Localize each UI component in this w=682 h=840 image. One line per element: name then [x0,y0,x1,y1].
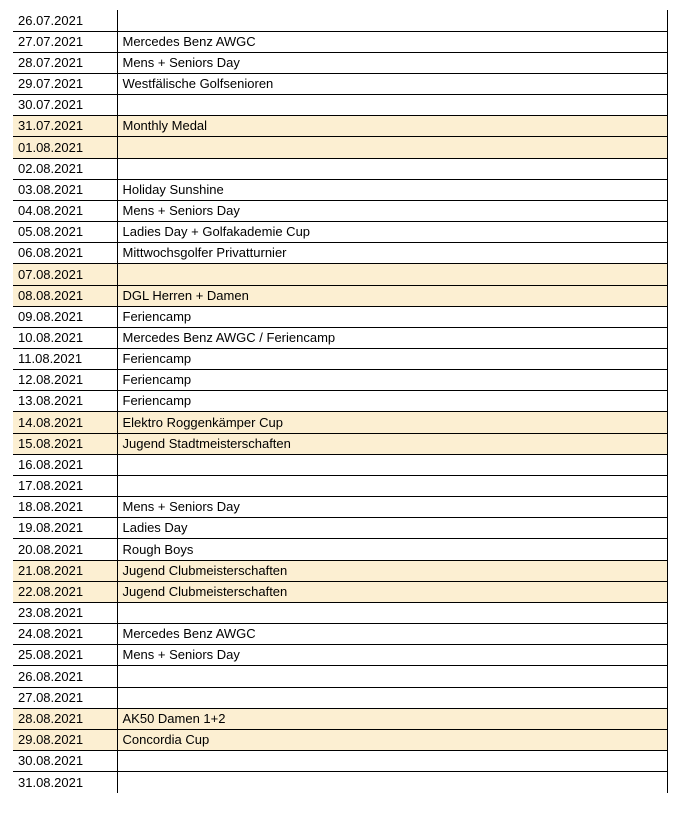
table-row [13,306,667,327]
date-cell: 13.08.2021 [13,391,117,412]
table-row [13,750,667,771]
date-cell: 15.08.2021 [13,433,117,454]
date-cell: 23.08.2021 [13,602,117,623]
date-cell: 16.08.2021 [13,454,117,475]
event-cell: AK50 Damen 1+2 [117,708,667,729]
date-cell: 25.08.2021 [13,645,117,666]
date-cell: 03.08.2021 [13,179,117,200]
table-row [13,497,667,518]
table-row [13,264,667,285]
event-cell [117,158,667,179]
date-cell: 06.08.2021 [13,243,117,264]
date-cell: 19.08.2021 [13,518,117,539]
event-cell [117,666,667,687]
table-row [13,95,667,116]
event-cell [117,750,667,771]
date-cell: 31.07.2021 [13,116,117,137]
date-cell: 30.07.2021 [13,95,117,116]
table-row [13,518,667,539]
date-cell: 27.08.2021 [13,687,117,708]
event-cell: Mercedes Benz AWGC / Feriencamp [117,327,667,348]
table-row [13,666,667,687]
table-row [13,200,667,221]
event-cell: Jugend Clubmeisterschaften [117,560,667,581]
schedule-table [13,10,668,793]
event-cell [117,772,667,793]
date-cell: 28.07.2021 [13,52,117,73]
table-row [13,560,667,581]
event-cell: Feriencamp [117,349,667,370]
date-cell: 31.08.2021 [13,772,117,793]
table-row [13,52,667,73]
event-cell: Mens + Seniors Day [117,200,667,221]
event-cell: Feriencamp [117,370,667,391]
table-row [13,222,667,243]
date-cell: 28.08.2021 [13,708,117,729]
event-cell: Mittwochsgolfer Privatturnier [117,243,667,264]
date-cell: 20.08.2021 [13,539,117,560]
event-cell: Feriencamp [117,306,667,327]
event-cell [117,687,667,708]
event-cell [117,137,667,158]
event-cell: Mens + Seniors Day [117,645,667,666]
date-cell: 07.08.2021 [13,264,117,285]
date-cell: 21.08.2021 [13,560,117,581]
table-row [13,327,667,348]
event-cell: Jugend Clubmeisterschaften [117,581,667,602]
date-cell: 18.08.2021 [13,497,117,518]
event-cell: Monthly Medal [117,116,667,137]
date-cell: 26.08.2021 [13,666,117,687]
date-cell: 02.08.2021 [13,158,117,179]
event-cell [117,475,667,496]
event-cell: Mens + Seniors Day [117,52,667,73]
date-cell: 10.08.2021 [13,327,117,348]
event-cell: Mercedes Benz AWGC [117,624,667,645]
event-cell: Feriencamp [117,391,667,412]
date-cell: 22.08.2021 [13,581,117,602]
table-row [13,391,667,412]
table-row [13,179,667,200]
event-cell [117,454,667,475]
event-cell: Holiday Sunshine [117,179,667,200]
event-cell: Mens + Seniors Day [117,497,667,518]
table-row [13,370,667,391]
date-cell: 29.07.2021 [13,73,117,94]
table-row [13,539,667,560]
table-row [13,772,667,793]
event-cell: DGL Herren + Damen [117,285,667,306]
table-row [13,581,667,602]
table-row [13,158,667,179]
event-cell: Jugend Stadtmeisterschaften [117,433,667,454]
table-row [13,454,667,475]
table-row [13,73,667,94]
table-row [13,624,667,645]
date-cell: 01.08.2021 [13,137,117,158]
table-row [13,475,667,496]
event-cell: Concordia Cup [117,729,667,750]
event-cell: Elektro Roggenkämper Cup [117,412,667,433]
table-row [13,31,667,52]
event-cell: Rough Boys [117,539,667,560]
date-cell: 29.08.2021 [13,729,117,750]
table-row [13,285,667,306]
event-cell [117,602,667,623]
date-cell: 08.08.2021 [13,285,117,306]
date-cell: 26.07.2021 [13,10,117,31]
table-row [13,412,667,433]
date-cell: 30.08.2021 [13,750,117,771]
date-cell: 05.08.2021 [13,222,117,243]
table-row [13,243,667,264]
table-row [13,349,667,370]
date-cell: 24.08.2021 [13,624,117,645]
event-cell: Ladies Day + Golfakademie Cup [117,222,667,243]
date-cell: 27.07.2021 [13,31,117,52]
table-row [13,433,667,454]
table-row [13,708,667,729]
event-cell [117,264,667,285]
date-cell: 11.08.2021 [13,349,117,370]
event-cell: Ladies Day [117,518,667,539]
date-cell: 04.08.2021 [13,200,117,221]
table-row [13,116,667,137]
schedule-table-body [13,10,667,793]
date-cell: 09.08.2021 [13,306,117,327]
date-cell: 12.08.2021 [13,370,117,391]
table-row [13,729,667,750]
date-cell: 17.08.2021 [13,475,117,496]
table-row [13,10,667,31]
schedule-sheet [13,10,668,793]
event-cell [117,10,667,31]
date-cell: 14.08.2021 [13,412,117,433]
table-row [13,602,667,623]
event-cell: Mercedes Benz AWGC [117,31,667,52]
table-row [13,687,667,708]
table-row [13,645,667,666]
table-row [13,137,667,158]
event-cell [117,95,667,116]
event-cell: Westfälische Golfsenioren [117,73,667,94]
